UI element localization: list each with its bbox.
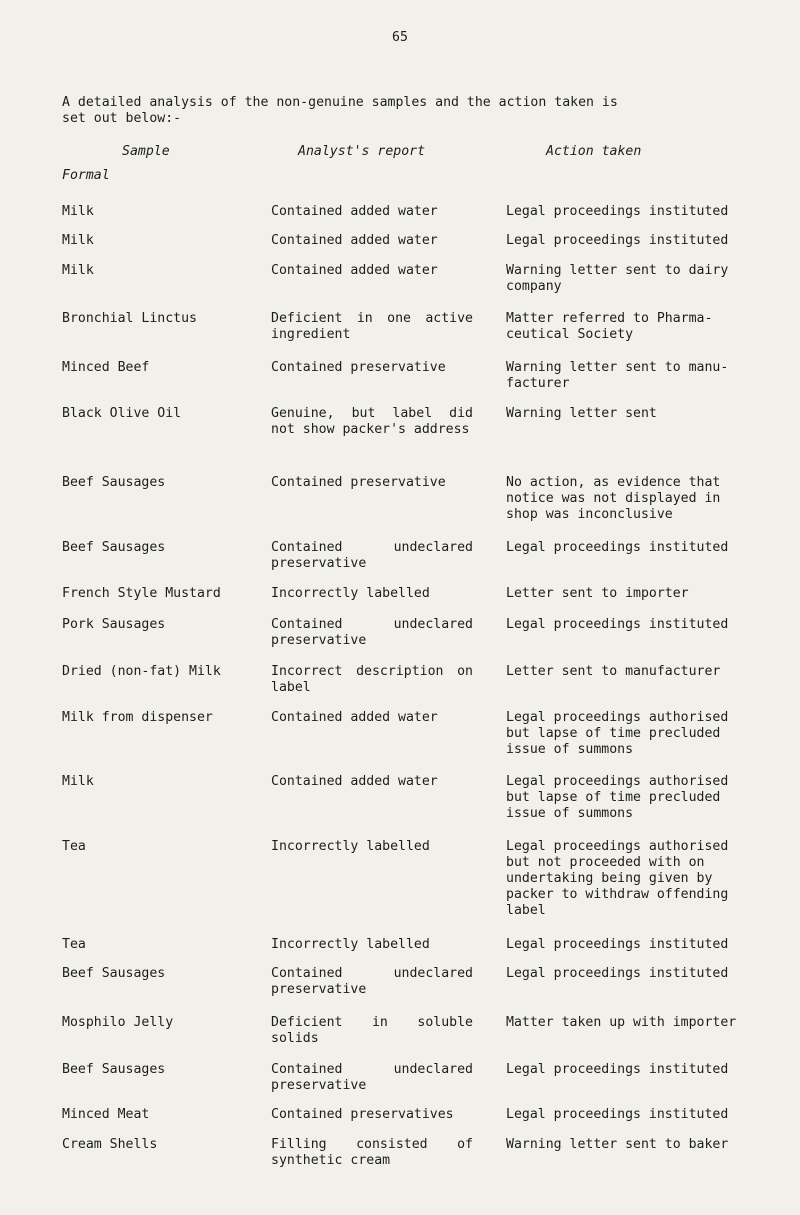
sample-cell: Beef Sausages <box>62 1062 166 1077</box>
action-cell: Warning letter sent to dairy company <box>506 263 729 294</box>
report-cell: Contained added water <box>271 263 438 278</box>
intro-line-2: set out below:- <box>62 111 182 126</box>
action-cell: Matter taken up with importer <box>506 1015 737 1030</box>
header-analyst-report: Analyst's report <box>298 144 426 159</box>
report-cell: Contained undeclared preservative <box>271 540 473 571</box>
report-cell: Deficient in soluble solids <box>271 1015 473 1046</box>
action-cell: Warning letter sent to baker <box>506 1137 729 1152</box>
action-cell: Legal proceedings authorised but lapse of time precluded issue of summons <box>506 774 729 821</box>
action-cell: Letter sent to manufacturer <box>506 664 721 679</box>
report-cell: Contained preservative <box>271 360 446 375</box>
sample-cell: Cream Shells <box>62 1137 158 1152</box>
sample-cell: French Style Mustard <box>62 586 221 601</box>
sample-cell: Tea <box>62 937 86 952</box>
table-header <box>62 144 762 160</box>
action-cell: Legal proceedings authorised but lapse of time precluded issue of summons <box>506 710 729 757</box>
report-cell: Incorrect description on label <box>271 664 473 695</box>
action-cell: Legal proceedings instituted <box>506 540 729 555</box>
action-cell: Matter referred to Pharma- ceutical Society <box>506 311 713 342</box>
action-cell: Legal proceedings instituted <box>506 1107 729 1122</box>
sample-cell: Milk <box>62 233 94 248</box>
report-cell: Genuine, but label did not show packer's address <box>271 406 473 437</box>
sample-cell: Dried (non-fat) Milk <box>62 664 221 679</box>
action-cell: Legal proceedings instituted <box>506 937 729 952</box>
report-cell: Incorrectly labelled <box>271 937 430 952</box>
sample-cell: Beef Sausages <box>62 540 166 555</box>
report-cell: Contained preservative <box>271 475 446 490</box>
action-cell: Legal proceedings instituted <box>506 617 729 632</box>
report-cell: Contained undeclared preservative <box>271 617 473 648</box>
sample-cell: Tea <box>62 839 86 854</box>
sample-cell: Milk <box>62 774 94 789</box>
report-cell: Contained added water <box>271 204 438 219</box>
page-number: 65 <box>392 30 408 45</box>
sample-cell: Milk <box>62 263 94 278</box>
report-cell: Contained added water <box>271 710 438 725</box>
action-cell: Letter sent to importer <box>506 586 689 601</box>
action-cell: Warning letter sent <box>506 406 657 421</box>
section-label-formal: Formal <box>62 168 110 183</box>
action-cell: Legal proceedings instituted <box>506 233 729 248</box>
header-action-taken: Action taken <box>546 144 642 159</box>
report-cell: Contained added water <box>271 774 438 789</box>
report-cell: Deficient in one active ingredient <box>271 311 473 342</box>
action-cell: No action, as evidence that notice was not displayed in shop was inconclusive <box>506 475 721 522</box>
action-cell: Legal proceedings authorised but not proceeded with on undertaking being given by packer to withdraw offending label <box>506 839 729 918</box>
sample-cell: Black Olive Oil <box>62 406 182 421</box>
report-cell: Incorrectly labelled <box>271 586 430 601</box>
sample-cell: Minced Meat <box>62 1107 150 1122</box>
report-cell: Incorrectly labelled <box>271 839 430 854</box>
report-cell: Contained undeclared preservative <box>271 1062 473 1093</box>
report-cell: Contained preservatives <box>271 1107 454 1122</box>
report-cell: Filling consisted of synthetic cream <box>271 1137 473 1168</box>
report-cell: Contained undeclared preservative <box>271 966 473 997</box>
action-cell: Warning letter sent to manu- facturer <box>506 360 729 391</box>
action-cell: Legal proceedings instituted <box>506 966 729 981</box>
action-cell: Legal proceedings instituted <box>506 1062 729 1077</box>
sample-cell: Milk from dispenser <box>62 710 213 725</box>
sample-cell: Beef Sausages <box>62 475 166 490</box>
sample-cell: Pork Sausages <box>62 617 166 632</box>
report-cell: Contained added water <box>271 233 438 248</box>
sample-cell: Mosphilo Jelly <box>62 1015 174 1030</box>
intro-paragraph <box>62 95 762 127</box>
sample-cell: Milk <box>62 204 94 219</box>
intro-line-1: A detailed analysis of the non-genuine samples and the action taken is <box>62 95 618 110</box>
sample-cell: Bronchial Linctus <box>62 311 197 326</box>
action-cell: Legal proceedings instituted <box>506 204 729 219</box>
sample-cell: Beef Sausages <box>62 966 166 981</box>
header-sample: Sample <box>122 144 170 159</box>
sample-cell: Minced Beef <box>62 360 150 375</box>
